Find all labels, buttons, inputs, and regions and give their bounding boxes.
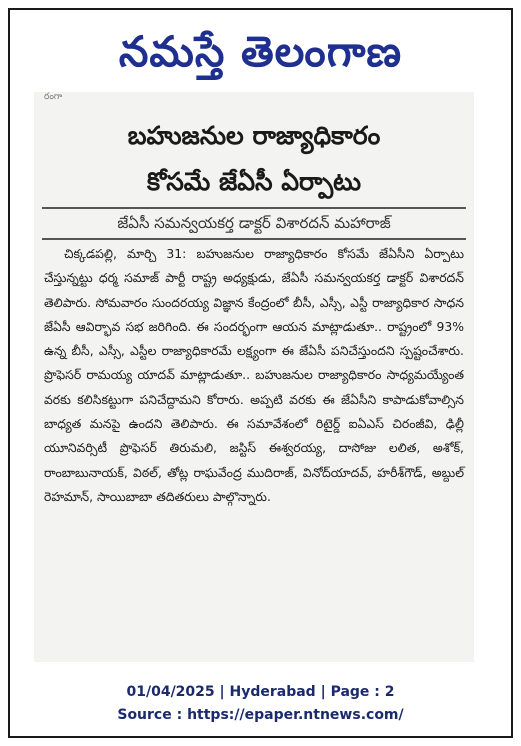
article-clipping	[34, 92, 474, 662]
divider-bottom	[42, 238, 466, 240]
headline-line-2: కోసమే జేఏసీ ఏర్పాటు	[146, 167, 362, 196]
headline-line-1: బహుజనుల రాజ్యాధికారం	[127, 121, 381, 150]
subheadline: జేఏసీ సమన్వయకర్త డాక్టర్ విశారదన్ మహారాజ్	[117, 214, 391, 232]
cut-off-text: రంగా	[44, 92, 63, 102]
footer-dateline: 01/04/2025 | Hyderabad | Page : 2	[126, 684, 395, 700]
article-body: చిక్కడపల్లి, మార్చి 31: బహుజనుల రాజ్యాధికారం కోసమే జేఏసీని ఏర్పాటు చేస్తున్నట్టు ధర్మ సమాజ్ పార్టీ రాష్ట్ర అధ్యక్షుడు, జేఏసీ సమన్వయకర్త డాక్టర్ విశారదన్ తెలిపారు. సోమవారం సుందరయ్య విజ్ఞాన కేంద్రంలో బీసీ, ఎస్సీ, ఎస్టీ రాజ్యాధికార సాధన జేఏసీ ఆవిర్భావ సభ జరిగింది. ఈ సందర్భంగా ఆయన మాట్లాడుతూ.. రాష్ట్రంలో 93% ఉన్న బీసీ, ఎస్సీ, ఎస్టీల రాజ్యాధికారమే లక్ష్యంగా ఈ జేఏసీ పనిచేస్తుందని స్పష్టంచేశారు. ప్రొఫెసర్ రామయ్య యాదవ్ మాట్లాడుతూ.. బహుజనుల రాజ్యాధికారం సాధ్యమయ్యేంత వరకు కలిసికట్టుగా పనిచేద్దామని కోరారు. అప్పటి వరకు ఈ జేఏసీని కాపాడుకోవాల్సిన బాధ్యత మనపై ఉందని తెలిపారు. ఈ సమావేశంలో రిటైర్డ్ ఐఏఎస్ చిరంజీవి, ఢిల్లీ యూనివర్సిటీ ప్రొఫెసర్ తిరుమలి, జస్టిస్ ఈశ్వరయ్య, దాసోజు లలిత, అశోక్, రాంబాబునాయక్, విఠల్, తోట్ల రాఘవేంద్ర ముదిరాజ్, వినోద్‌యాదవ్, హరీశ్‌గౌడ్, అబ్దుల్ రెహమాన్, సాయిబాబా తదితరులు పాల్గొన్నారు.	[44, 246, 464, 504]
newspaper-masthead: నమస్తే తెలంగాణ	[118, 27, 403, 76]
footer-source-link[interactable]: Source : https://epaper.ntnews.com/	[117, 707, 404, 723]
